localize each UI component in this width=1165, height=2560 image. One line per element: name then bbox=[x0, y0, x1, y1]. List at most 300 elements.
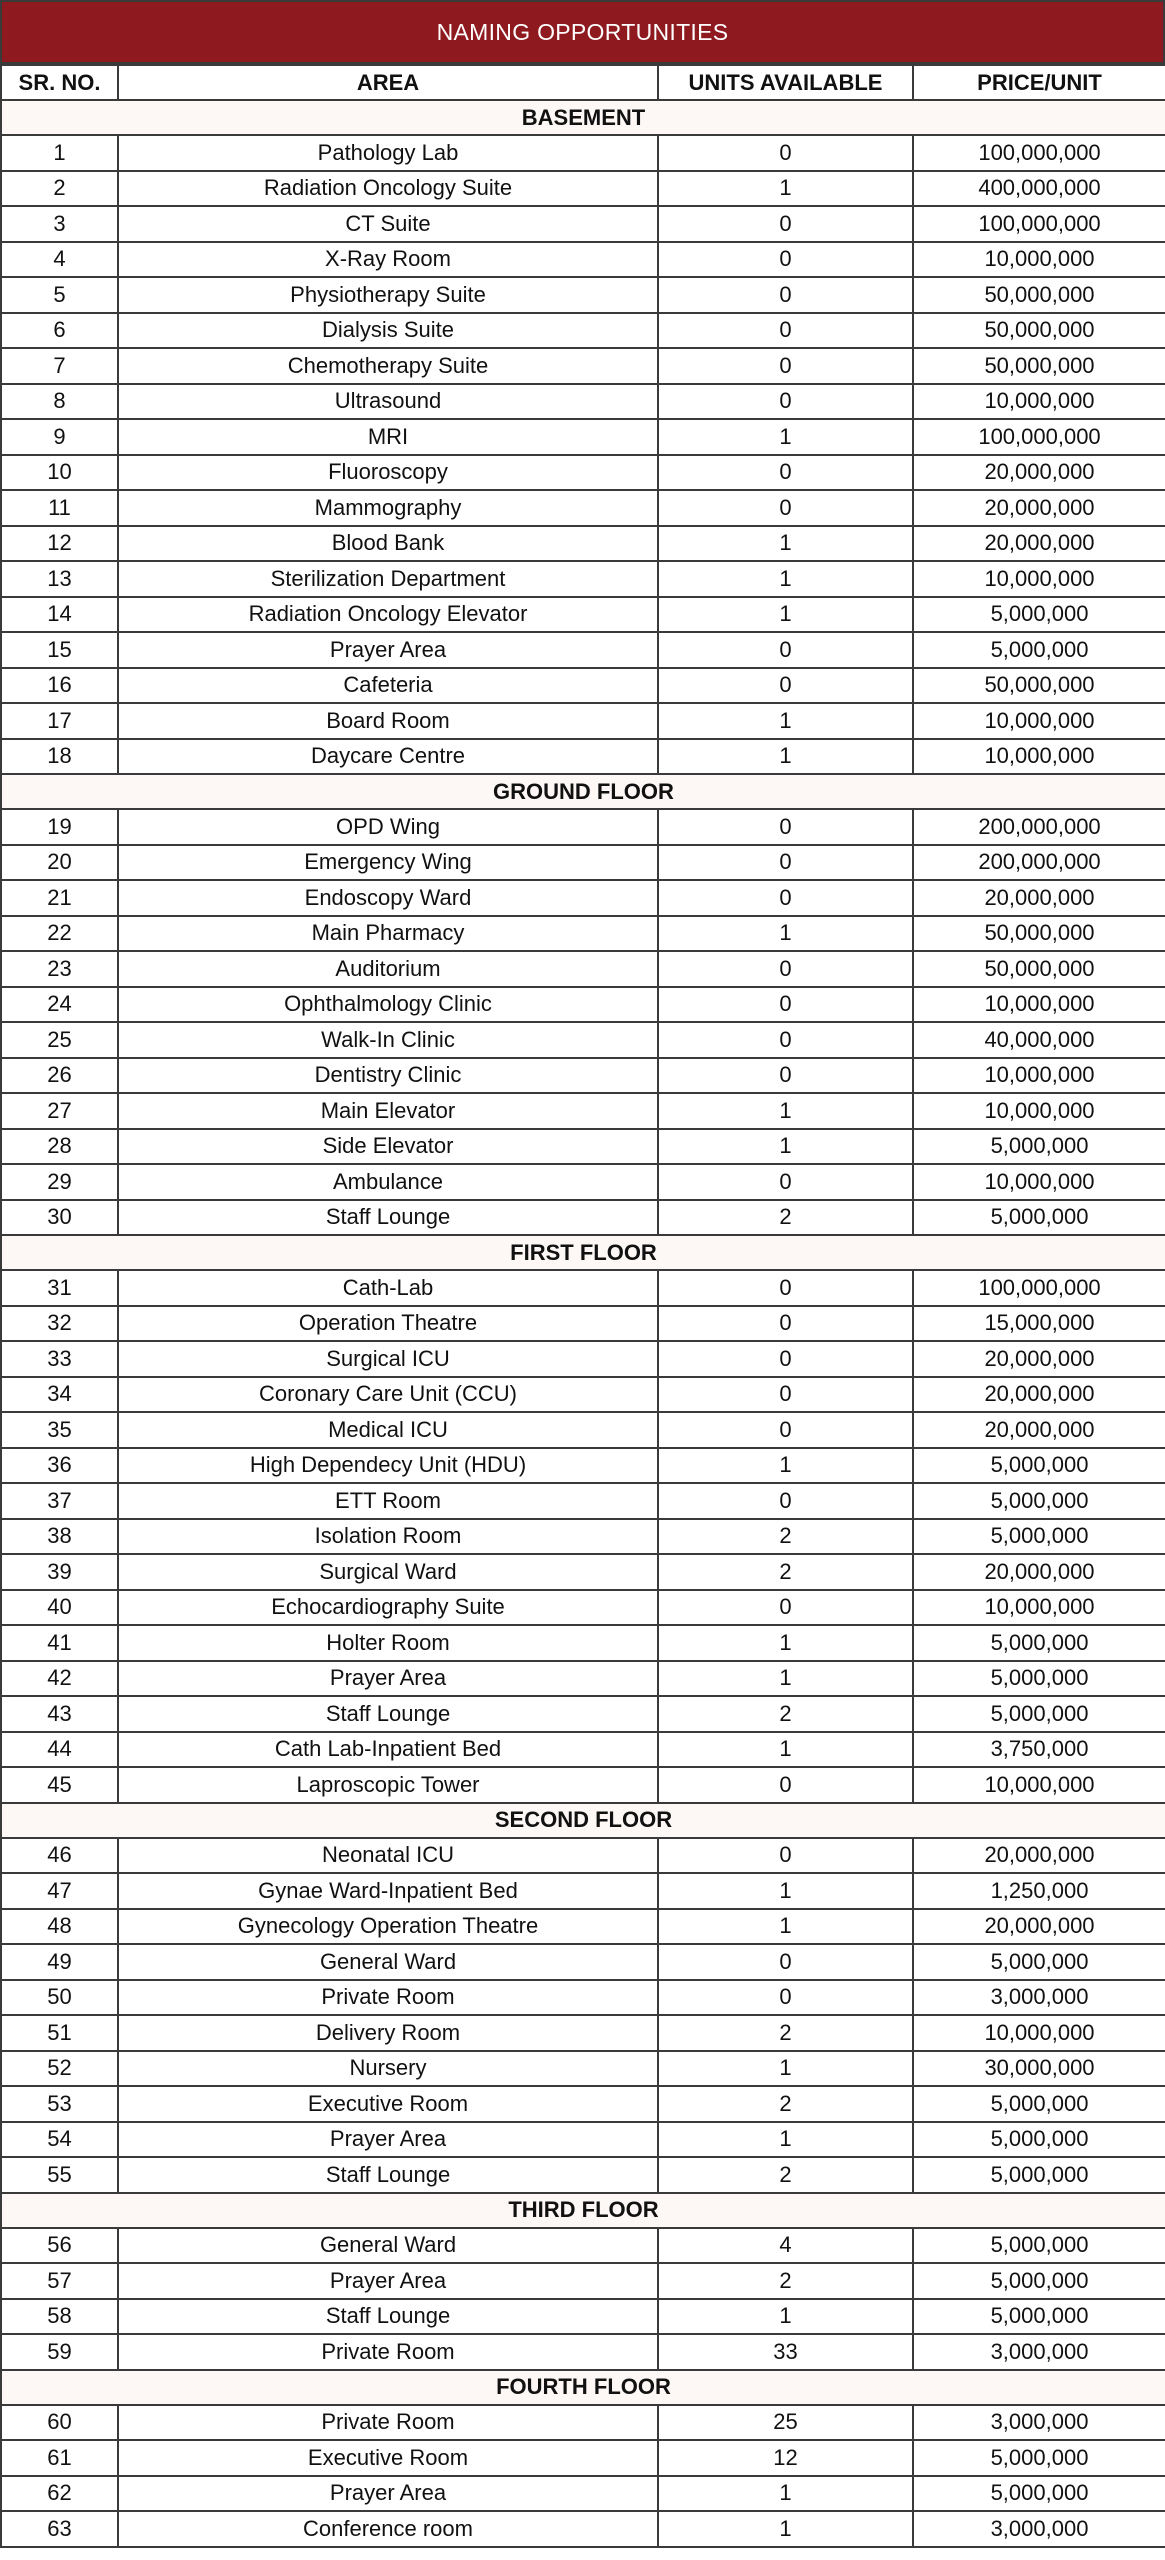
area-cell: Private Room bbox=[118, 2405, 658, 2441]
units-available-cell: 0 bbox=[658, 987, 913, 1023]
table-row bbox=[1, 561, 1165, 597]
sr-no-cell: 31 bbox=[1, 1270, 118, 1306]
sr-no-cell: 55 bbox=[1, 2157, 118, 2193]
price-unit-cell: 3,000,000 bbox=[913, 2405, 1165, 2441]
table-row bbox=[1, 2263, 1165, 2299]
table-row bbox=[1, 632, 1165, 668]
section-header-row bbox=[1, 2193, 1165, 2228]
sr-no-cell: 34 bbox=[1, 1377, 118, 1413]
price-unit-cell: 5,000,000 bbox=[913, 2440, 1165, 2476]
area-cell: CT Suite bbox=[118, 206, 658, 242]
sr-no-cell: 51 bbox=[1, 2015, 118, 2051]
units-available-cell: 1 bbox=[658, 171, 913, 207]
area-cell: Surgical Ward bbox=[118, 1554, 658, 1590]
table-row bbox=[1, 1093, 1165, 1129]
price-unit-cell: 20,000,000 bbox=[913, 1412, 1165, 1448]
price-unit-cell: 15,000,000 bbox=[913, 1306, 1165, 1342]
units-available-cell: 0 bbox=[658, 384, 913, 420]
price-unit-cell: 10,000,000 bbox=[913, 739, 1165, 775]
table-row bbox=[1, 1873, 1165, 1909]
price-unit-cell: 5,000,000 bbox=[913, 1519, 1165, 1555]
units-available-cell: 1 bbox=[658, 1873, 913, 1909]
table-row bbox=[1, 1590, 1165, 1626]
table-row bbox=[1, 739, 1165, 775]
section-title: GROUND FLOOR bbox=[1, 774, 1165, 809]
sr-no-cell: 54 bbox=[1, 2122, 118, 2158]
units-available-cell: 33 bbox=[658, 2334, 913, 2370]
units-available-cell: 1 bbox=[658, 703, 913, 739]
price-unit-cell: 10,000,000 bbox=[913, 1058, 1165, 1094]
sr-no-cell: 43 bbox=[1, 1696, 118, 1732]
sr-no-cell: 47 bbox=[1, 1873, 118, 1909]
table-body bbox=[1, 100, 1165, 2547]
price-unit-cell: 50,000,000 bbox=[913, 668, 1165, 704]
units-available-cell: 0 bbox=[658, 1377, 913, 1413]
page-title: NAMING OPPORTUNITIES bbox=[0, 0, 1165, 64]
units-available-cell: 0 bbox=[658, 1590, 913, 1626]
sr-no-cell: 37 bbox=[1, 1483, 118, 1519]
table-row bbox=[1, 2157, 1165, 2193]
units-available-cell: 0 bbox=[658, 277, 913, 313]
area-cell: Laproscopic Tower bbox=[118, 1767, 658, 1803]
section-title: SECOND FLOOR bbox=[1, 1803, 1165, 1838]
price-unit-cell: 5,000,000 bbox=[913, 1661, 1165, 1697]
area-cell: Radiation Oncology Suite bbox=[118, 171, 658, 207]
table-row bbox=[1, 2122, 1165, 2158]
units-available-cell: 0 bbox=[658, 1412, 913, 1448]
sr-no-cell: 23 bbox=[1, 951, 118, 987]
price-unit-cell: 20,000,000 bbox=[913, 880, 1165, 916]
table-row bbox=[1, 2405, 1165, 2441]
table-row bbox=[1, 1519, 1165, 1555]
price-unit-cell: 5,000,000 bbox=[913, 1448, 1165, 1484]
price-unit-cell: 200,000,000 bbox=[913, 809, 1165, 845]
table-row bbox=[1, 880, 1165, 916]
units-available-cell: 1 bbox=[658, 2511, 913, 2547]
units-available-cell: 0 bbox=[658, 1767, 913, 1803]
area-cell: Sterilization Department bbox=[118, 561, 658, 597]
price-unit-cell: 1,250,000 bbox=[913, 1873, 1165, 1909]
area-cell: Ophthalmology Clinic bbox=[118, 987, 658, 1023]
sr-no-cell: 15 bbox=[1, 632, 118, 668]
units-available-cell: 1 bbox=[658, 739, 913, 775]
area-cell: Holter Room bbox=[118, 1625, 658, 1661]
table-row bbox=[1, 1767, 1165, 1803]
area-cell: Endoscopy Ward bbox=[118, 880, 658, 916]
sr-no-cell: 40 bbox=[1, 1590, 118, 1626]
table-row bbox=[1, 668, 1165, 704]
table-row bbox=[1, 135, 1165, 171]
units-available-cell: 2 bbox=[658, 1554, 913, 1590]
price-unit-cell: 20,000,000 bbox=[913, 490, 1165, 526]
area-cell: General Ward bbox=[118, 1944, 658, 1980]
area-cell: Physiotherapy Suite bbox=[118, 277, 658, 313]
table-row bbox=[1, 1909, 1165, 1945]
naming-opportunities-table bbox=[0, 64, 1165, 2548]
table-row bbox=[1, 1164, 1165, 1200]
sr-no-cell: 1 bbox=[1, 135, 118, 171]
section-header-row bbox=[1, 2370, 1165, 2405]
section-title: FIRST FLOOR bbox=[1, 1235, 1165, 1270]
area-cell: Operation Theatre bbox=[118, 1306, 658, 1342]
table-row bbox=[1, 845, 1165, 881]
area-cell: Cath Lab-Inpatient Bed bbox=[118, 1732, 658, 1768]
price-unit-cell: 20,000,000 bbox=[913, 1341, 1165, 1377]
price-unit-cell: 50,000,000 bbox=[913, 348, 1165, 384]
sr-no-cell: 28 bbox=[1, 1129, 118, 1165]
sr-no-cell: 9 bbox=[1, 419, 118, 455]
units-available-cell: 0 bbox=[658, 455, 913, 491]
sr-no-cell: 22 bbox=[1, 916, 118, 952]
units-available-cell: 1 bbox=[658, 1661, 913, 1697]
area-cell: Surgical ICU bbox=[118, 1341, 658, 1377]
price-unit-cell: 5,000,000 bbox=[913, 2299, 1165, 2335]
price-unit-cell: 10,000,000 bbox=[913, 1590, 1165, 1626]
price-unit-cell: 5,000,000 bbox=[913, 1129, 1165, 1165]
area-cell: Fluoroscopy bbox=[118, 455, 658, 491]
table-row bbox=[1, 2334, 1165, 2370]
area-cell: Staff Lounge bbox=[118, 1200, 658, 1236]
units-available-cell: 1 bbox=[658, 2299, 913, 2335]
sr-no-cell: 49 bbox=[1, 1944, 118, 1980]
area-cell: Private Room bbox=[118, 2334, 658, 2370]
table-row bbox=[1, 313, 1165, 349]
sr-no-cell: 24 bbox=[1, 987, 118, 1023]
table-row bbox=[1, 1483, 1165, 1519]
sr-no-cell: 19 bbox=[1, 809, 118, 845]
sr-no-cell: 52 bbox=[1, 2051, 118, 2087]
price-unit-cell: 5,000,000 bbox=[913, 2263, 1165, 2299]
sr-no-cell: 27 bbox=[1, 1093, 118, 1129]
units-available-cell: 0 bbox=[658, 632, 913, 668]
price-unit-cell: 3,000,000 bbox=[913, 1980, 1165, 2016]
area-cell: Prayer Area bbox=[118, 632, 658, 668]
units-available-cell: 12 bbox=[658, 2440, 913, 2476]
price-unit-cell: 10,000,000 bbox=[913, 1767, 1165, 1803]
area-cell: General Ward bbox=[118, 2228, 658, 2264]
price-unit-cell: 3,750,000 bbox=[913, 1732, 1165, 1768]
units-available-cell: 1 bbox=[658, 597, 913, 633]
table-row bbox=[1, 1661, 1165, 1697]
units-available-cell: 0 bbox=[658, 1944, 913, 1980]
table-row bbox=[1, 419, 1165, 455]
area-cell: Daycare Centre bbox=[118, 739, 658, 775]
area-cell: Executive Room bbox=[118, 2440, 658, 2476]
area-cell: Staff Lounge bbox=[118, 2157, 658, 2193]
area-cell: Coronary Care Unit (CCU) bbox=[118, 1377, 658, 1413]
table-row bbox=[1, 1838, 1165, 1874]
price-unit-cell: 5,000,000 bbox=[913, 632, 1165, 668]
table-row bbox=[1, 703, 1165, 739]
area-cell: MRI bbox=[118, 419, 658, 455]
price-unit-cell: 5,000,000 bbox=[913, 1696, 1165, 1732]
units-available-cell: 1 bbox=[658, 2476, 913, 2512]
sr-no-cell: 5 bbox=[1, 277, 118, 313]
price-unit-cell: 20,000,000 bbox=[913, 1909, 1165, 1945]
units-available-cell: 1 bbox=[658, 1732, 913, 1768]
section-title: BASEMENT bbox=[1, 100, 1165, 135]
price-unit-cell: 10,000,000 bbox=[913, 561, 1165, 597]
table-row bbox=[1, 1377, 1165, 1413]
table-row bbox=[1, 171, 1165, 207]
area-cell: Gynecology Operation Theatre bbox=[118, 1909, 658, 1945]
table-row bbox=[1, 2051, 1165, 2087]
units-available-cell: 0 bbox=[658, 1164, 913, 1200]
table-row bbox=[1, 2440, 1165, 2476]
units-available-cell: 1 bbox=[658, 419, 913, 455]
price-unit-cell: 5,000,000 bbox=[913, 597, 1165, 633]
sr-no-cell: 38 bbox=[1, 1519, 118, 1555]
sr-no-cell: 36 bbox=[1, 1448, 118, 1484]
table-row bbox=[1, 809, 1165, 845]
sr-no-cell: 59 bbox=[1, 2334, 118, 2370]
units-available-cell: 0 bbox=[658, 490, 913, 526]
sr-no-cell: 33 bbox=[1, 1341, 118, 1377]
price-unit-cell: 50,000,000 bbox=[913, 277, 1165, 313]
column-header-units-available: UNITS AVAILABLE bbox=[658, 65, 913, 100]
section-title: FOURTH FLOOR bbox=[1, 2370, 1165, 2405]
price-unit-cell: 50,000,000 bbox=[913, 916, 1165, 952]
units-available-cell: 25 bbox=[658, 2405, 913, 2441]
table-row bbox=[1, 348, 1165, 384]
area-cell: Staff Lounge bbox=[118, 2299, 658, 2335]
units-available-cell: 1 bbox=[658, 2051, 913, 2087]
sr-no-cell: 58 bbox=[1, 2299, 118, 2335]
price-unit-cell: 50,000,000 bbox=[913, 313, 1165, 349]
units-available-cell: 0 bbox=[658, 1022, 913, 1058]
units-available-cell: 0 bbox=[658, 1838, 913, 1874]
sr-no-cell: 39 bbox=[1, 1554, 118, 1590]
area-cell: Staff Lounge bbox=[118, 1696, 658, 1732]
price-unit-cell: 5,000,000 bbox=[913, 2122, 1165, 2158]
area-cell: Board Room bbox=[118, 703, 658, 739]
area-cell: Ultrasound bbox=[118, 384, 658, 420]
area-cell: Auditorium bbox=[118, 951, 658, 987]
sr-no-cell: 56 bbox=[1, 2228, 118, 2264]
units-available-cell: 0 bbox=[658, 880, 913, 916]
price-unit-cell: 5,000,000 bbox=[913, 2228, 1165, 2264]
table-row bbox=[1, 1341, 1165, 1377]
sr-no-cell: 7 bbox=[1, 348, 118, 384]
price-unit-cell: 30,000,000 bbox=[913, 2051, 1165, 2087]
units-available-cell: 2 bbox=[658, 2263, 913, 2299]
sr-no-cell: 63 bbox=[1, 2511, 118, 2547]
sr-no-cell: 32 bbox=[1, 1306, 118, 1342]
price-unit-cell: 400,000,000 bbox=[913, 171, 1165, 207]
table-row bbox=[1, 1412, 1165, 1448]
price-unit-cell: 20,000,000 bbox=[913, 1554, 1165, 1590]
area-cell: Prayer Area bbox=[118, 2476, 658, 2512]
units-available-cell: 0 bbox=[658, 242, 913, 278]
sr-no-cell: 16 bbox=[1, 668, 118, 704]
sr-no-cell: 30 bbox=[1, 1200, 118, 1236]
table-row bbox=[1, 526, 1165, 562]
section-header-row bbox=[1, 100, 1165, 135]
sr-no-cell: 12 bbox=[1, 526, 118, 562]
table-row bbox=[1, 1980, 1165, 2016]
sr-no-cell: 42 bbox=[1, 1661, 118, 1697]
price-unit-cell: 5,000,000 bbox=[913, 1200, 1165, 1236]
table-row bbox=[1, 1058, 1165, 1094]
units-available-cell: 0 bbox=[658, 206, 913, 242]
sr-no-cell: 53 bbox=[1, 2086, 118, 2122]
area-cell: OPD Wing bbox=[118, 809, 658, 845]
sr-no-cell: 60 bbox=[1, 2405, 118, 2441]
table-row bbox=[1, 916, 1165, 952]
table-row bbox=[1, 1625, 1165, 1661]
area-cell: X-Ray Room bbox=[118, 242, 658, 278]
units-available-cell: 4 bbox=[658, 2228, 913, 2264]
price-unit-cell: 5,000,000 bbox=[913, 2086, 1165, 2122]
sr-no-cell: 18 bbox=[1, 739, 118, 775]
sr-no-cell: 14 bbox=[1, 597, 118, 633]
area-cell: Nursery bbox=[118, 2051, 658, 2087]
units-available-cell: 2 bbox=[658, 1696, 913, 1732]
area-cell: Prayer Area bbox=[118, 1661, 658, 1697]
column-header-price-unit: PRICE/UNIT bbox=[913, 65, 1165, 100]
sr-no-cell: 48 bbox=[1, 1909, 118, 1945]
price-unit-cell: 20,000,000 bbox=[913, 1838, 1165, 1874]
table-row bbox=[1, 490, 1165, 526]
sr-no-cell: 35 bbox=[1, 1412, 118, 1448]
area-cell: Prayer Area bbox=[118, 2263, 658, 2299]
table-row bbox=[1, 1448, 1165, 1484]
price-unit-cell: 10,000,000 bbox=[913, 987, 1165, 1023]
area-cell: Neonatal ICU bbox=[118, 1838, 658, 1874]
price-unit-cell: 10,000,000 bbox=[913, 703, 1165, 739]
price-unit-cell: 10,000,000 bbox=[913, 384, 1165, 420]
sr-no-cell: 50 bbox=[1, 1980, 118, 2016]
price-unit-cell: 5,000,000 bbox=[913, 1625, 1165, 1661]
units-available-cell: 2 bbox=[658, 1519, 913, 1555]
units-available-cell: 2 bbox=[658, 2015, 913, 2051]
table-row bbox=[1, 1732, 1165, 1768]
units-available-cell: 0 bbox=[658, 135, 913, 171]
sr-no-cell: 6 bbox=[1, 313, 118, 349]
table-row bbox=[1, 2511, 1165, 2547]
price-unit-cell: 10,000,000 bbox=[913, 1164, 1165, 1200]
area-cell: Dialysis Suite bbox=[118, 313, 658, 349]
price-unit-cell: 10,000,000 bbox=[913, 1093, 1165, 1129]
units-available-cell: 0 bbox=[658, 1980, 913, 2016]
sr-no-cell: 20 bbox=[1, 845, 118, 881]
table-row bbox=[1, 951, 1165, 987]
column-header-area: AREA bbox=[118, 65, 658, 100]
units-available-cell: 1 bbox=[658, 561, 913, 597]
units-available-cell: 0 bbox=[658, 1341, 913, 1377]
section-header-row bbox=[1, 1235, 1165, 1270]
price-unit-cell: 3,000,000 bbox=[913, 2511, 1165, 2547]
table-row bbox=[1, 1696, 1165, 1732]
area-cell: Medical ICU bbox=[118, 1412, 658, 1448]
units-available-cell: 0 bbox=[658, 313, 913, 349]
area-cell: Ambulance bbox=[118, 1164, 658, 1200]
units-available-cell: 1 bbox=[658, 1129, 913, 1165]
table-row bbox=[1, 1129, 1165, 1165]
price-unit-cell: 200,000,000 bbox=[913, 845, 1165, 881]
table-row bbox=[1, 1306, 1165, 1342]
units-available-cell: 0 bbox=[658, 1483, 913, 1519]
price-unit-cell: 5,000,000 bbox=[913, 2476, 1165, 2512]
area-cell: Side Elevator bbox=[118, 1129, 658, 1165]
area-cell: High Dependecy Unit (HDU) bbox=[118, 1448, 658, 1484]
table-row bbox=[1, 1554, 1165, 1590]
table-row bbox=[1, 2299, 1165, 2335]
units-available-cell: 0 bbox=[658, 668, 913, 704]
price-unit-cell: 5,000,000 bbox=[913, 1483, 1165, 1519]
sr-no-cell: 45 bbox=[1, 1767, 118, 1803]
price-unit-cell: 100,000,000 bbox=[913, 419, 1165, 455]
area-cell: Chemotherapy Suite bbox=[118, 348, 658, 384]
units-available-cell: 2 bbox=[658, 2086, 913, 2122]
area-cell: Pathology Lab bbox=[118, 135, 658, 171]
sr-no-cell: 41 bbox=[1, 1625, 118, 1661]
table-row bbox=[1, 206, 1165, 242]
sr-no-cell: 17 bbox=[1, 703, 118, 739]
area-cell: Mammography bbox=[118, 490, 658, 526]
area-cell: Radiation Oncology Elevator bbox=[118, 597, 658, 633]
price-unit-cell: 40,000,000 bbox=[913, 1022, 1165, 1058]
sr-no-cell: 13 bbox=[1, 561, 118, 597]
price-unit-cell: 20,000,000 bbox=[913, 1377, 1165, 1413]
price-unit-cell: 100,000,000 bbox=[913, 206, 1165, 242]
area-cell: Dentistry Clinic bbox=[118, 1058, 658, 1094]
table-row bbox=[1, 597, 1165, 633]
section-title: THIRD FLOOR bbox=[1, 2193, 1165, 2228]
sr-no-cell: 3 bbox=[1, 206, 118, 242]
table-row bbox=[1, 1944, 1165, 1980]
sr-no-cell: 4 bbox=[1, 242, 118, 278]
area-cell: ETT Room bbox=[118, 1483, 658, 1519]
units-available-cell: 1 bbox=[658, 1093, 913, 1129]
price-unit-cell: 20,000,000 bbox=[913, 455, 1165, 491]
table-row bbox=[1, 2228, 1165, 2264]
table-row bbox=[1, 1200, 1165, 1236]
sr-no-cell: 62 bbox=[1, 2476, 118, 2512]
table-row bbox=[1, 1022, 1165, 1058]
price-unit-cell: 5,000,000 bbox=[913, 2157, 1165, 2193]
table-row bbox=[1, 2015, 1165, 2051]
section-header-row bbox=[1, 774, 1165, 809]
sr-no-cell: 21 bbox=[1, 880, 118, 916]
section-header-row bbox=[1, 1803, 1165, 1838]
units-available-cell: 0 bbox=[658, 1306, 913, 1342]
area-cell: Isolation Room bbox=[118, 1519, 658, 1555]
units-available-cell: 1 bbox=[658, 1909, 913, 1945]
price-unit-cell: 100,000,000 bbox=[913, 135, 1165, 171]
area-cell: Private Room bbox=[118, 1980, 658, 2016]
table-row bbox=[1, 1270, 1165, 1306]
price-unit-cell: 3,000,000 bbox=[913, 2334, 1165, 2370]
sr-no-cell: 57 bbox=[1, 2263, 118, 2299]
area-cell: Echocardiography Suite bbox=[118, 1590, 658, 1626]
sr-no-cell: 44 bbox=[1, 1732, 118, 1768]
area-cell: Delivery Room bbox=[118, 2015, 658, 2051]
price-unit-cell: 20,000,000 bbox=[913, 526, 1165, 562]
sr-no-cell: 8 bbox=[1, 384, 118, 420]
price-unit-cell: 5,000,000 bbox=[913, 1944, 1165, 1980]
sr-no-cell: 2 bbox=[1, 171, 118, 207]
table-row bbox=[1, 2086, 1165, 2122]
units-available-cell: 0 bbox=[658, 1270, 913, 1306]
units-available-cell: 1 bbox=[658, 526, 913, 562]
table-row bbox=[1, 987, 1165, 1023]
area-cell: Conference room bbox=[118, 2511, 658, 2547]
sr-no-cell: 29 bbox=[1, 1164, 118, 1200]
area-cell: Emergency Wing bbox=[118, 845, 658, 881]
area-cell: Prayer Area bbox=[118, 2122, 658, 2158]
area-cell: Main Pharmacy bbox=[118, 916, 658, 952]
